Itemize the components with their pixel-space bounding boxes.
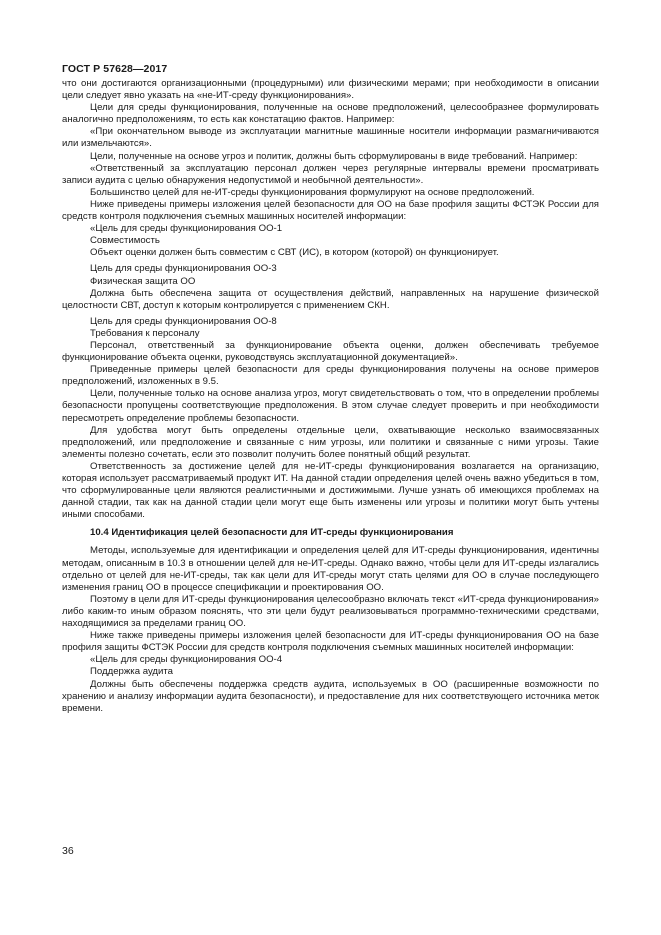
paragraph: Ниже приведены примеры изложения целей безопасности для ОО на базе профиля защиты ФСТЭК России для средств контроля подключения съемных машинных носителей информации:: [62, 198, 599, 223]
objective-description: Должны быть обеспечены поддержка средств аудита, используемых в ОО (расширенные возможности по хранению и анализу информации аудита безопасности), и предоставление для них соответствующего источника меток времени.: [62, 678, 599, 714]
section-heading: 10.4 Идентификация целей безопасности для ИТ-среды функционирования: [90, 527, 454, 539]
quote-paragraph: «При окончательном выводе из эксплуатации магнитные машинные носители информации размагничиваются или измельчаются».: [62, 126, 599, 150]
paragraph: Цели, полученные на основе угроз и политик, должны быть сформулированы в виде требований. Например:: [90, 150, 578, 162]
objective-description: Персонал, ответственный за функционирование объекта оценки, должен обеспечивать требуемое функционирование объекта оценки, руководствуясь эксплуатационной документацией».: [62, 339, 599, 364]
paragraph: Для удобства могут быть определены отдельные цели, охватывающие несколько взаимосвязанных предположений, или предположение и связанные с ним угрозы, или политики и связанные с ними угрозы. Такие элементы полезно сочетать, если это позволит получить более понятный общий результат.: [62, 424, 599, 460]
paragraph: Ниже также приведены примеры изложения целей безопасности для ИТ-среды функционирования ОО на базе профиля защиты ФСТЭК России для средств контроля подключения съемных машинных носителей информации:: [62, 630, 599, 654]
paragraph: Приведенные примеры целей безопасности для среды функционирования получены на основе примеров предположений, изложенных в 9.5.: [62, 364, 599, 388]
body-text: [62, 78, 599, 715]
objective-name: Требования к персоналу: [90, 327, 200, 339]
objective-name: Поддержка аудита: [90, 666, 173, 678]
document-header: ГОСТ Р 57628—2017: [62, 63, 168, 75]
paragraph: Ответственность за достижение целей для не-ИТ-среды функционирования возлагается на организацию, которая использует рассматриваемый продукт ИТ. На данной стадии определения целей очень важно убедиться в том, что сформулированные цели являются реалистичными и достижимыми. Лучше узнать об имеющихся проблемах на данной стадии, так как на данной стадии цели могут еще быть изменены или угрозы и политики могут быть учтены иными способами.: [62, 460, 599, 521]
objective-name: Физическая защита ОО: [90, 275, 196, 287]
paragraph: Поэтому в цели для ИТ-среды функционирования целесообразно включать текст «ИТ-среда функционирования» либо каким-то иным образом пояснять, что эти цели будут реализовываться программно-техническими средствами, находящимися за пределами границ ОО.: [62, 593, 599, 630]
quote-paragraph: «Ответственный за эксплуатацию персонал должен через регулярные интервалы времени просматривать записи аудита с целью обнаружения недопустимой и необычной деятельности».: [62, 162, 599, 186]
objective-id: «Цель для среды функционирования ОО-4: [90, 654, 283, 666]
paragraph: Большинство целей для не-ИТ-среды функционирования формулируют на основе предположений.: [90, 186, 535, 198]
objective-id: «Цель для среды функционирования ОО-1: [90, 223, 283, 235]
objective-id: Цель для среды функционирования ОО-3: [90, 263, 277, 275]
objective-description: Должна быть обеспечена защита от осуществления действий, направленных на нарушение физической целостности СВТ, доступ к которым контролируется с применением СКН.: [62, 287, 599, 311]
paragraph: что они достигаются организационными (процедурными) или физическими мерами; при необходимости в описании цели следует явно указать на «не-ИТ-среду функционирования».: [62, 78, 599, 102]
objective-id: Цель для среды функционирования ОО-8: [90, 315, 277, 327]
paragraph: Цели, полученные только на основе анализа угроз, могут свидетельствовать о том, что в определении проблемы безопасности пропущены соответствующие предположения. В этом случае следует проверить и при необходимости пересмотреть определение проблемы безопасности.: [62, 388, 599, 424]
page-number: 36: [62, 845, 74, 857]
paragraph: Цели для среды функционирования, полученные на основе предположений, целесообразнее формулировать аналогично предположениям, то есть как констатацию фактов. Например:: [62, 102, 599, 126]
objective-name: Совместимость: [90, 235, 160, 247]
paragraph: Методы, используемые для идентификации и определения целей для ИТ-среды функционирования, идентичны методам, описанным в 10.3 в отношении целей для не-ИТ-среды. Однако важно, чтобы цели для ИТ-среды излагались отдельно от целей для не-ИТ-среды, так как цели для ИТ-среды могут стать целями для ОО в случае последующего изменения границ ОО в процессе спецификации и проектирования ОО.: [62, 545, 599, 593]
objective-description: Объект оценки должен быть совместим с СВТ (ИС), в котором (которой) он функционирует.: [90, 247, 499, 259]
